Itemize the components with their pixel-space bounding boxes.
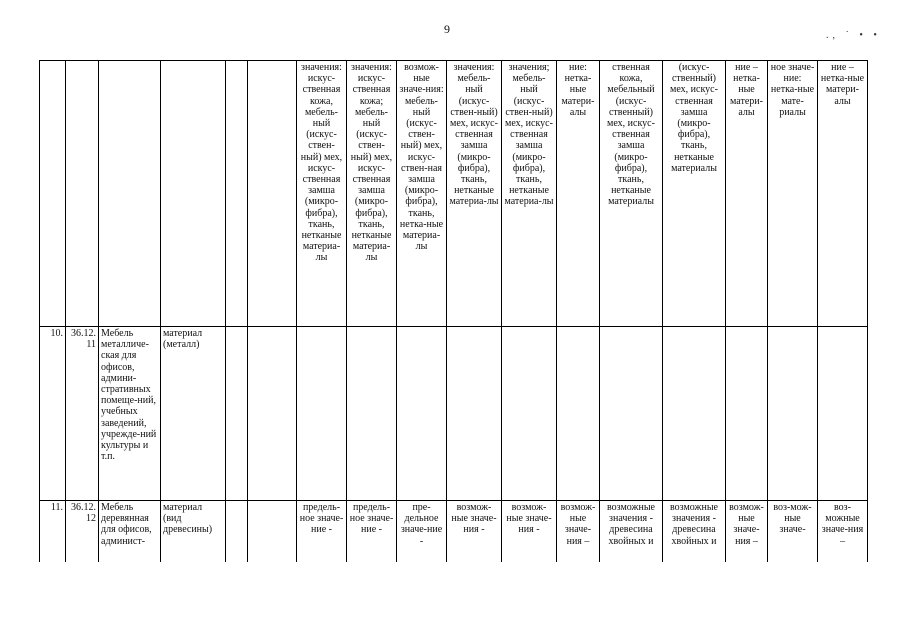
value-cell: возможные значения - древесина хвойных и	[600, 501, 663, 563]
value-cell	[248, 501, 297, 563]
value-cell	[600, 327, 663, 501]
product-name-cell: Мебель металличе-ская для офисов, админи-стративных помеще-ний, учебных заведений, учрежде-ний культуры и т.п.	[99, 327, 161, 501]
value-cell: воз-мож-ные значе-	[768, 501, 818, 563]
okpd-code-cell: 36.12. 12	[66, 501, 99, 563]
value-cell: предель-ное значе-ние -	[297, 501, 347, 563]
characteristic-cell: материал (вид древесины)	[161, 501, 226, 563]
value-cell	[557, 327, 600, 501]
value-cell	[397, 327, 447, 501]
characteristic-cell: материал (металл)	[161, 327, 226, 501]
value-cell	[226, 61, 248, 327]
value-cell	[248, 61, 297, 327]
value-cell: возмож-ные значе-ния –	[557, 501, 600, 563]
value-cell	[502, 327, 557, 501]
value-cell	[768, 327, 818, 501]
table-row	[40, 61, 868, 327]
value-cell: предель-ное значе-ние -	[347, 501, 397, 563]
product-name-cell	[99, 61, 161, 327]
row-number-cell: 10.	[40, 327, 66, 501]
value-cell	[226, 501, 248, 563]
value-cell	[347, 327, 397, 501]
value-cell: значения; мебель-ный (искус-ствен-ный) мех, искус-ственная замша (микро-фибра), ткань, нетканые материа-лы	[502, 61, 557, 327]
value-cell: возможные значения - древесина хвойных и	[663, 501, 726, 563]
row-number-cell	[40, 61, 66, 327]
value-cell: возмож-ные значе-ния: мебель-ный (искус-ствен-ный) мех, искус-ствен-ная замша (микро-фибра), ткань, нетка-ные материа-лы	[397, 61, 447, 327]
value-cell: ственная кожа, мебельный (искус-ственный) мех, искус-ственная замша (микро-фибра), ткань, нетканые материалы	[600, 61, 663, 327]
table-row	[40, 501, 868, 563]
product-name-cell: Мебель деревянная для офисов, админист-	[99, 501, 161, 563]
value-cell: ное значе-ние: нетка-ные мате-риалы	[768, 61, 818, 327]
value-cell: значения: искус-ственная кожа; мебель-ный (искус-ствен-ный) мех, искус-ственная замша (микро-фибра), ткань, нетканые материа-лы	[347, 61, 397, 327]
value-cell: ние – нетка-ные матери-алы	[726, 61, 768, 327]
value-cell: воз-можные значе-ния –	[818, 501, 868, 563]
value-cell	[248, 327, 297, 501]
value-cell: возмож-ные значе-ния –	[726, 501, 768, 563]
value-cell	[447, 327, 502, 501]
value-cell	[726, 327, 768, 501]
value-cell: возмож-ные значе-ния -	[447, 501, 502, 563]
row-number-cell: 11.	[40, 501, 66, 563]
value-cell: значения: искус-ственная кожа, мебель-ный (искус-ствен-ный) мех, искус-ственная замша (микро-фибра), ткань, нетканые материа-лы	[297, 61, 347, 327]
value-cell	[818, 327, 868, 501]
value-cell	[297, 327, 347, 501]
page-number: 9	[444, 22, 450, 36]
value-cell: ние: нетка-ные матери-алы	[557, 61, 600, 327]
okpd-code-cell	[66, 61, 99, 327]
corner-marks: ., ˙ • •	[826, 30, 881, 41]
value-cell: возмож-ные значе-ния -	[502, 501, 557, 563]
okpd-code-cell: 36.12. 11	[66, 327, 99, 501]
value-cell: пре-дельное значе-ние -	[397, 501, 447, 563]
specification-table	[39, 60, 868, 562]
value-cell: (искус-ственный) мех, искус-ственная замша (микро-фибра), ткань, нетканые материалы	[663, 61, 726, 327]
value-cell: значения: мебель-ный (искус-ствен-ный) мех, искус-ственная замша (микро-фибра), ткань, нетканые материа-лы	[447, 61, 502, 327]
value-cell	[226, 327, 248, 501]
table-row	[40, 327, 868, 501]
value-cell: ние – нетка-ные матери-алы	[818, 61, 868, 327]
characteristic-cell	[161, 61, 226, 327]
value-cell	[663, 327, 726, 501]
